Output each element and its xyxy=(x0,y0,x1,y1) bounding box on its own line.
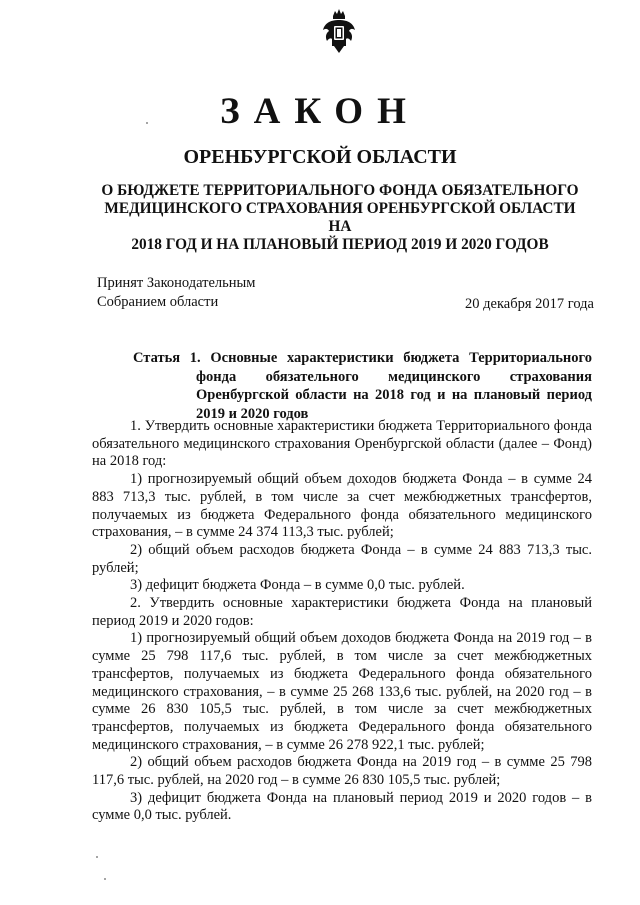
paragraph: 3) дефицит бюджета Фонда на плановый период 2019 и 2020 годов – в сумме 0,0 тыс. рублей. xyxy=(92,789,592,824)
article-heading-line: фонда обязательного медицинского страхования xyxy=(196,368,592,385)
scan-speck xyxy=(146,122,148,124)
paragraph: 1) прогнозируемый общий объем доходов бюджета Фонда – в сумме 24 883 713,3 тыс. рублей, в том числе за счет межбюджетных трансфертов, получаемых из бюджета Федерального фонда обязательного медицинского страхования, – в сумме 24 374 113,3 тыс. рублей; xyxy=(92,471,592,541)
adoption-date: 20 декабря 2017 года xyxy=(465,296,594,312)
law-title: ЗАКОН xyxy=(220,91,420,132)
article-heading-line: 2019 и 2020 годов xyxy=(196,405,309,422)
adoption-line: Принят Законодательным xyxy=(97,275,256,291)
paragraph: 1. Утвердить основные характеристики бюджета Территориального фонда обязательного медицинского страхования Оренбургской области (далее – Фонд) на 2018 год: xyxy=(92,418,592,470)
paragraph: 2) общий объем расходов бюджета Фонда на 2019 год – в сумме 25 798 117,6 тыс. рублей, на 2020 год – в сумме 26 830 105,5 тыс. рублей; xyxy=(92,754,592,789)
paragraph: 3) дефицит бюджета Фонда – в сумме 0,0 тыс. рублей. xyxy=(130,577,465,594)
article-heading-line: Статья 1. Основные характеристики бюджета Территориального xyxy=(133,350,592,366)
region-title: ОРЕНБУРГСКОЙ ОБЛАСТИ xyxy=(183,146,457,168)
article-heading xyxy=(133,349,592,423)
paragraph: 2. Утвердить основные характеристики бюджета Фонда на плановый период 2019 и 2020 годов: xyxy=(92,595,592,629)
adoption-note xyxy=(97,274,255,312)
law-subject-line: 2018 ГОД И НА ПЛАНОВЫЙ ПЕРИОД 2019 И 2020 ГОДОВ xyxy=(131,236,549,253)
scan-speck xyxy=(104,878,106,880)
adoption-line: Собранием области xyxy=(97,294,219,310)
law-subject-line: О БЮДЖЕТЕ ТЕРРИТОРИАЛЬНОГО ФОНДА ОБЯЗАТЕЛЬНОГО xyxy=(101,182,579,199)
article-heading-line: Оренбургской области на 2018 год и на плановый период xyxy=(196,387,592,403)
coat-of-arms-icon xyxy=(322,8,356,54)
paragraph: 1) прогнозируемый общий объем доходов бюджета Фонда на 2019 год – в сумме 25 798 117,6 тыс. рублей, в том числе за счет межбюджетных трансфертов, получаемых из бюджета Федерального фонда обязательного медицинского страхования, – в сумме 25 268 133,6 тыс. рублей, на 2020 год – в сумме 26 830 105,5 тыс. рублей, в том числе за счет межбюджетных трансфертов, получаемых из бюджета Федерального фонда обязательного медицинского страхования, – в сумме 26 278 922,1 тыс. рублей; xyxy=(92,630,592,753)
scan-speck xyxy=(96,856,98,858)
paragraph: 2) общий объем расходов бюджета Фонда – в сумме 24 883 713,3 тыс. рублей; xyxy=(92,541,592,576)
law-subject xyxy=(95,182,585,254)
law-subject-line: МЕДИЦИНСКОГО СТРАХОВАНИЯ ОРЕНБУРГСКОЙ ОБЛАСТИ НА xyxy=(104,200,576,235)
article-body xyxy=(92,418,592,825)
